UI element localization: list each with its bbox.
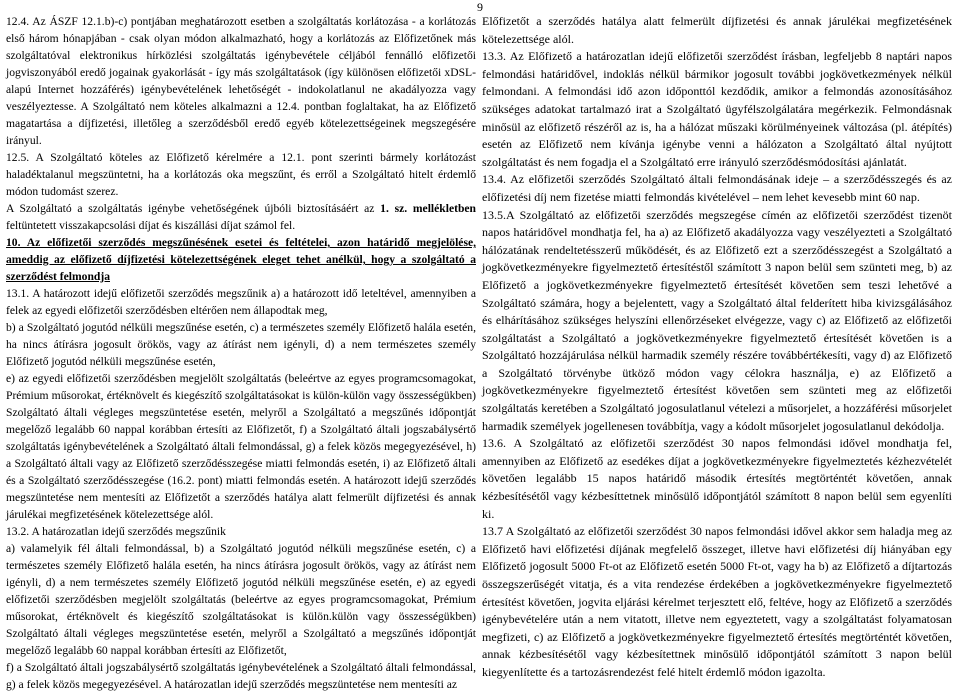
paragraph-13-4: 13.4. Az előfizetői szerződés Szolgáltató általi felmondásának ideje – a szerződésszegés és az előfizetési díj nem fizetése miatti felmondás kivételével – nem lehet kevesebb mint 60 nap. bbox=[482, 172, 952, 204]
paragraph-13-2: 13.2. A határozatlan idejű szerződés megszűnik bbox=[6, 525, 226, 538]
left-column bbox=[6, 13, 476, 693]
paragraph-12-5: 12.5. A Szolgáltató köteles az Előfizető kérelmére a 12.1. pont szerinti bármely korlátozást haladéktalanul megszüntetni, ha a korlátozás oka megszűnt, és erről a Szolgáltató hitelt érdemlő módon tudomást szerez. bbox=[6, 151, 476, 198]
paragraph-13-1-e: e) az egyedi előfizetői szerződésben megjelölt szolgáltatás (beleértve az egyes programcsomagokat, Prémium műsorokat, értéknövelt és kiegészítő szolgáltatásokat is külön-külön vagy összességükben) Szolgáltató általi végleges megszüntetése esetén, melyről a Szolgáltató a megszűnés időpontját megelőző legalább 60 nappal korábban értesíti az Előfizetőt, f) a Szolgáltató általi jogszabálysértő szolgáltatás igénybevételének a Szolgáltató általi felmondással, g) a felek közös megegyezésével, h) a Szolgáltató általi vagy az Előfizető szerződésszegése miatti felmondás esetén, i) az Előfizető általi és a Szolgáltató szerződésszegése (16.2. pont) miatti felmondás esetén. A határozott idejű szerződés megszüntetése nem mentesíti az Előfizetőt a szerződés hatálya alatt felmerült díjfizetési és annak járulékai megfizetésének kötelezettsége alól. bbox=[6, 372, 476, 521]
right-column bbox=[482, 13, 952, 682]
paragraph-13-6: 13.6. A Szolgáltató az előfizetői szerződést 30 napos felmondási idővel mondhatja fel, amennyiben az Előfizető az esedékes díjat a jogkövetkezményekre figyelmeztetés kézhezvételét követően legalább 15 napos határidő második értesítés megtörténtét követően, annak kézbesítésétől vagy kézbesíttetnek minősülő időpontjától számított 8 napon belül sem egyenlíti ki. bbox=[482, 436, 952, 521]
section-heading-10: 10. Az előfizetői szerződés megszűnésének esetei és feltételei, azon határidő megjelölése, ameddig az előfizető díjfizetési kötelezettségének eleget tehet anélkül, hogy a szolgáltató a szerződést felmondja bbox=[6, 236, 476, 283]
paragraph-13-1-b: b) a Szolgáltató jogutód nélküli megszűnése esetén, c) a természetes személy Előfizető halála esetén, ha nincs átírásra jogosult örökös, vagy az átírást nem igényli, d) a nem természetes személy Előfizető jogutód nélküli megszűnése esetén, bbox=[6, 321, 476, 368]
paragraph-12-4: 12.4. Az ÁSZF 12.1.b)-c) pontjában meghatározott esetben a szolgáltatás korlátozása - a korlátozás első három hónapjában - csak olyan módon alkalmazható, hogy a korlátozás az Előfizetőnek más szolgáltatóval elektronikus hírközlési szolgáltatás igénybevétele céljából fennálló előfizetői jogviszonyából eredő jogainak gyakorlását - így más szolgáltatások (így különösen előfizetői xDSL-alapú Internet hozzáférés) igénybevételének lehetőségét - indokolatlanul ne akadályozza vagy veszélyeztesse. A Szolgáltató nem köteles alkalmazni a 12.4. pontban foglaltakat, ha az Előfizető magatartása a díjfizetési, illetőleg a szerződésből eredő egyéb kötelezettségeinek megszegésére irányul. bbox=[6, 15, 476, 147]
paragraph-continued: Előfizetőt a szerződés hatálya alatt felmerült díjfizetési és annak járulékai megfizetésének kötelezettsége alól. bbox=[482, 14, 952, 46]
paragraph-13-2-f: f) a Szolgáltató általi jogszabálysértő szolgáltatás igénybevételének a Szolgáltató általi felmondással, g) a felek közös megegyezésével. A határozatlan idejű szerződés megszüntetése nem mentesíti az bbox=[6, 661, 476, 691]
reconnection-fee-text-c: feltüntetett visszakapcsolási díjat és kiszállási díjat számol fel. bbox=[6, 219, 296, 232]
reconnection-fee-text-a: A Szolgáltató a szolgáltatás igénybe vehetőségének újbóli biztosításáért az bbox=[6, 202, 381, 215]
paragraph-13-7: 13.7 A Szolgáltató az előfizetői szerződést 30 napos felmondási idővel akkor sem haladja meg az Előfizető havi előfizetési díjának megfelelő összeget, illetve havi előfizetési díj hiányában egy Előfizető jogosult 5000 Ft-ot az Előfizető esetén 5000 Ft-ot, vagy ha b) az Előfizető a díjtartozás összegszerűségét vitatja, és a vita rendezése érdekében a jogkövetkezményekre figyelmeztető értesítést követően, jogvita eljárási kérelmet terjesztett elő, feltéve, hogy az Előfizető a szerződés igénybevételére után a nem vitatott, illetve nem egyeztetett, vagy a szolgáltatást folyamatosan megfizeti, c) az Előfizető a jogkövetkezményekre figyelmeztető értesítés megtörténtét követően, annak kézbesítésétől vagy kézbesítettnek minősülő időpontjától számított 3 napon belül kiegyenlítette és a tartozásrendezést felé hitelt érdemlő módon igazolta. bbox=[482, 524, 952, 679]
paragraph-13-1: 13.1. A határozott idejű előfizetői szerződés megszűnik a) a határozott idő leteltével, amennyiben a felek az egyedi előfizetői szerződésben eltérően nem állapodtak meg, bbox=[6, 287, 476, 317]
paragraph-13-3: 13.3. Az Előfizető a határozatlan idejű előfizetői szerződést írásban, legfeljebb 8 naptári napos felmondási határidővel, indoklás nélkül bármikor jogosult további jogkövetkezmények nélkül felmondani. A felmondási idő azon időponttól kezdődik, amikor a felmondás azonosításához szükséges adatokat tartalmazó irat a Szolgáltató ügyfélszolgálatára megérkezik. Felmondásnak minősül az előfizető részéről az is, ha a hálózat műszaki körülményeinek változása (pl. átépítés) esetén az Előfizető nem kívánja igénybe venni a hálózaton a Szolgáltató által nyújtott szolgáltatást és nem fogadja el a Szolgáltató erre irányuló szerződésmódosítási ajánlatát. bbox=[482, 49, 952, 169]
annex-reference: 1. sz. mellékletben bbox=[380, 202, 476, 215]
paragraph-13-5: 13.5.A Szolgáltató az előfizetői szerződés megszegése címén az előfizetői szerződést tizenöt napos határidővel mondhatja fel, ha a) az Előfizető akadályozza vagy veszélyezteti a Szolgáltató hálózatának rendeltetésszerű működését, és az Előfizető ezt a szerződésszegést a Szolgáltató a jogkövetkezményekre figyelmeztető értesítéstől számított 3 napon belül sem szünteti meg, b) az Előfizető a jogkövetkezményekre figyelmeztető értesítését követően sem teszi lehetővé a Szolgáltató számára, hogy a bejelentett, vagy a Szolgáltató által felderített hiba kivizsgálásához és elhárításához szükséges helyszíni ellenőrzéseket elvégezze, vagy c) az Előfizető az előfizetői szolgáltatást a Szolgáltató a jogkövetkezményekre figyelmeztető értesítését követően is a Szolgáltató hozzájárulása nélkül harmadik személy részére továbbértékesíti, vagy d) az Előfizető a Szolgáltató törvénybe ütköző módon vagy célokra használja, e) az Előfizető a jogkövetkezményekre figyelmeztető értesítést követően sem szünteti meg az előfizetői szolgáltatás keretében a Szolgáltató jogosulatlanul vételezi a műsorjelet, a hozzáférési műsorjelet harmadik személyek jogellenesen továbbítja, vagy a kódolt műsorjelet jogosulatlanul dekódolja. bbox=[482, 207, 952, 433]
paragraph-reconnection-fee bbox=[6, 200, 476, 234]
page-number: 9 bbox=[477, 0, 483, 14]
paragraph-13-2-a: a) valamelyik fél általi felmondással, b) a Szolgáltató jogutód nélküli megszűnése esetén, c) a természetes személy Előfizető halála esetén, ha nincs átírásra jogosult örökös, vagy az átírást nem igényli, d) a nem természetes személy Előfizető jogutód nélküli megszűnése esetén, e) az egyedi előfizetői szerződésben megjelölt szolgáltatás (beleértve az egyes programcsomagokat, Prémium műsorokat, értéknövelt és kiegészítő szolgáltatásokat is külön.külön vagy összességükben) Szolgáltató általi végleges megszüntetése esetén, melyről a Szolgáltató a megszűnés időpontját megelőző legalább 60 nappal korábban értesíti az Előfizetőt, bbox=[6, 542, 476, 657]
